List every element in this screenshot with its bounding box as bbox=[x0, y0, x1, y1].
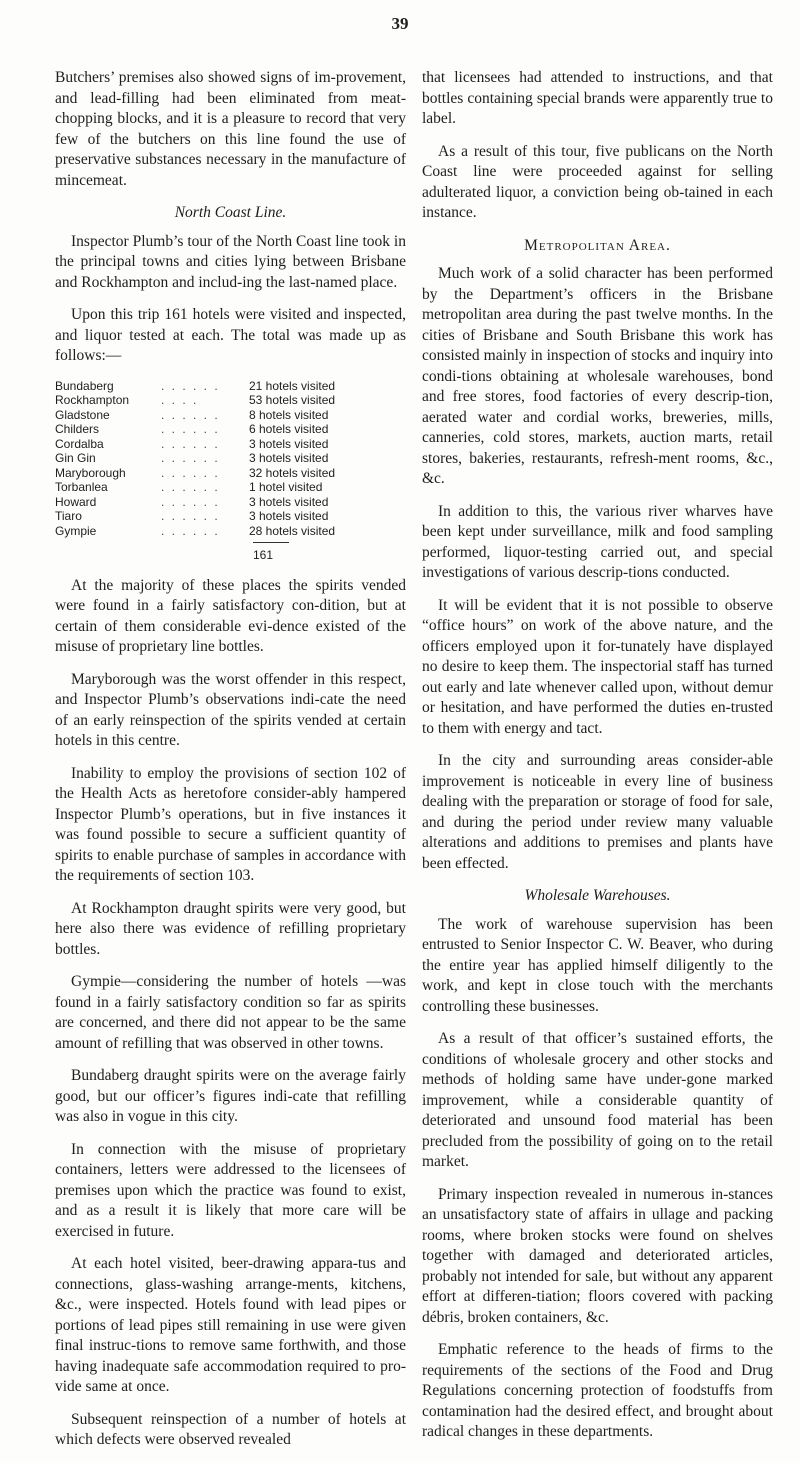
section-heading-north-coast: North Coast Line. bbox=[174, 204, 287, 221]
visits-dots: . . . . . . bbox=[161, 523, 220, 538]
visits-count: 1 hotel visited bbox=[249, 480, 323, 494]
hotel-visits-table bbox=[55, 379, 406, 539]
visits-dots: . . . . . . bbox=[161, 465, 220, 480]
paragraph: Much work of a solid character has been performed by the Department’s officers in the Brisbane metropolitan area during the past twelve months. In the cities of Brisbane and South Brisbane this work has consisted mainly in inspection of stocks and inquiry into condi-tions obtaining at wholesale warehouses, bond and free stores, food factories of every descrip-tion, aerated water and cordial works, breweries, mills, canneries, cold stores, markets, auction marts, retail stores, bakeries, restaurants, refresh-ment rooms, &c., &c. bbox=[422, 265, 773, 487]
section-heading-wholesale: Wholesale Warehouses. bbox=[524, 887, 671, 904]
visits-row bbox=[55, 524, 406, 539]
visits-town: Bundaberg bbox=[55, 378, 114, 393]
visits-row bbox=[55, 509, 406, 524]
visits-total: 161 bbox=[253, 542, 289, 566]
page-number: 39 bbox=[391, 14, 409, 33]
visits-town: Gladstone bbox=[55, 407, 110, 422]
paragraph: At each hotel visited, beer-drawing appara-tus and connections, glass-washing arrange-ments, kitchens, &c., were inspected. Hotels found with lead pipes or portions of lead pipes still remaining in use were given final instruc-tions to remove same forthwith, and those having inadequate safe accommodation required to pro-vide same at once. bbox=[55, 1255, 406, 1395]
paragraph: At the majority of these places the spirits vended were found in a fairly satisfactory con-dition, but at certain of them considerable evi-dence existed of the misuse of proprietary line bottles. bbox=[55, 576, 406, 655]
visits-dots: . . . . bbox=[161, 393, 199, 407]
paragraph: Upon this trip 161 hotels were visited and inspected, and liquor tested at each. The total was made up as follows:— bbox=[55, 306, 406, 364]
left-column bbox=[55, 68, 406, 1463]
paragraph: It will be evident that it is not possible to observe “office hours” on work of the above nature, and the officers employed upon it for-tunately have displayed no desire to keep them. The inspectorial staff has turned out early and late whenever called upon, without demur or hesitation, and have performed the duties en-trusted to them with energy and tact. bbox=[422, 596, 773, 737]
visits-row bbox=[55, 393, 406, 408]
visits-count: 3 hotels visited bbox=[249, 436, 329, 451]
visits-count: 21 hotels visited bbox=[249, 378, 336, 393]
visits-dots: . . . . . . bbox=[161, 436, 220, 451]
paragraph: Inability to employ the provisions of section 102 of the Health Acts as heretofore consider-ably hampered Inspector Plumb’s operations, but in five instances it was found possible to secure a sufficient quantity of spirits to enable purchase of samples in accordance with the requirements of section 103. bbox=[55, 764, 406, 884]
visits-count: 6 hotels visited bbox=[249, 422, 329, 436]
paragraph: Butchers’ premises also showed signs of im-provement, and lead-filling had been eliminated from meat-chopping blocks, and it is a pleasure to record that very few of the butchers on this line found the use of preservative substances necessary in the manufacture of mincemeat. bbox=[55, 69, 406, 189]
paragraph: Emphatic reference to the heads of firms to the requirements of the sections of the Food and Drug Regulations concerning protection of foodstuffs from contamination had the desired effect, and brought about radical changes in these departments. bbox=[422, 1341, 773, 1440]
visits-row bbox=[55, 480, 406, 495]
visits-dots: . . . . . . bbox=[161, 378, 220, 393]
paragraph: The work of warehouse supervision has been entrusted to Senior Inspector C. W. Beaver, who during the entire year has applied himself diligently to the work, and kept in close touch with the merchants controlling these businesses. bbox=[422, 915, 773, 1015]
visits-count: 28 hotels visited bbox=[249, 523, 336, 538]
visits-row bbox=[55, 379, 406, 394]
visits-town: Tiaro bbox=[55, 509, 82, 523]
visits-count: 3 hotels visited bbox=[249, 494, 329, 509]
paragraph: In addition to this, the various river wharves have been kept under surveillance, milk and food sampling performed, liquor-testing carried out, and special investigations of various descrip-tions conducted. bbox=[422, 502, 773, 581]
visits-row bbox=[55, 408, 406, 423]
visits-town: Rockhampton bbox=[55, 393, 130, 407]
visits-dots: . . . . . . bbox=[161, 494, 220, 509]
paragraph: Inspector Plumb’s tour of the North Coast line took in the principal towns and cities lying between Brisbane and Rockhampton and includ-ing the last-named place. bbox=[55, 232, 406, 291]
paragraph: Gympie—considering the number of hotels —was found in a fairly satisfactory condition so far as spirits are concerned, and there did not appear to be the same amount of refilling that was observed in other towns. bbox=[55, 973, 406, 1052]
right-column bbox=[422, 68, 773, 1455]
paragraph: that licensees had attended to instructions, and that bottles containing special brands were apparently true to label. bbox=[422, 69, 773, 127]
visits-row bbox=[55, 437, 406, 452]
paragraph: Maryborough was the worst offender in this respect, and Inspector Plumb’s observations indi-cate the need of an early reinspection of the spirits vended at certain hotels in this centre. bbox=[55, 670, 406, 749]
paragraph: As a result of this tour, five publicans on the North Coast line were proceeded against for selling adulterated liquor, a conviction being ob-tained in each instance. bbox=[422, 142, 773, 221]
paragraph: Bundaberg draught spirits were on the average fairly good, but our officer’s figures indi-cate that refilling was also in vogue in this city. bbox=[55, 1067, 406, 1125]
visits-town: Torbanlea bbox=[55, 480, 108, 494]
visits-town: Gympie bbox=[55, 523, 97, 538]
visits-count: 53 hotels visited bbox=[249, 393, 336, 407]
visits-dots: . . . . . . bbox=[161, 509, 220, 523]
visits-row bbox=[55, 422, 406, 437]
visits-dots: . . . . . . bbox=[161, 422, 220, 436]
paragraph: In the city and surrounding areas consider-able improvement is noticeable in every line of business dealing with the preparation or storage of food for sale, and during the period under review many valuable alterations and additions to premises and plants have been effected. bbox=[422, 752, 773, 872]
paragraph: Primary inspection revealed in numerous in-stances an unsatisfactory state of affairs in ullage and packing rooms, where broken stocks were found on shelves together with damaged and deteriorated articles, probably not intended for sale, but without any apparent effort at differen-tiation; floors covered with packing débris, broken containers, &c. bbox=[422, 1185, 773, 1326]
visits-count: 32 hotels visited bbox=[249, 465, 336, 480]
visits-count: 8 hotels visited bbox=[249, 407, 329, 422]
visits-count: 3 hotels visited bbox=[249, 451, 329, 465]
visits-row bbox=[55, 451, 406, 466]
paragraph: In connection with the misuse of proprietary containers, letters were addressed to the licensees of premises upon which the practice was found to exist, and as a result it is likely that more care will be exercised in future. bbox=[55, 1140, 406, 1240]
visits-row bbox=[55, 466, 406, 481]
visits-town: Childers bbox=[55, 422, 100, 436]
visits-town: Maryborough bbox=[55, 465, 126, 480]
visits-dots: . . . . . . bbox=[161, 451, 220, 465]
visits-row bbox=[55, 495, 406, 510]
visits-dots: . . . . . . bbox=[161, 480, 220, 494]
visits-town: Gin Gin bbox=[55, 451, 96, 465]
visits-dots: . . . . . . bbox=[161, 407, 220, 422]
visits-count: 3 hotels visited bbox=[249, 509, 329, 523]
paragraph: As a result of that officer’s sustained efforts, the conditions of wholesale grocery and other stocks and methods of holding same have under-gone marked improvement, while a considerable quantity of deteriorated and unsound food material has been precluded from the possibility of going on to the retail market. bbox=[422, 1030, 773, 1170]
paragraph: Subsequent reinspection of a number of hotels at which defects were observed revealed bbox=[55, 1410, 406, 1448]
visits-town: Cordalba bbox=[55, 436, 104, 451]
section-heading-metropolitan: Metropolitan Area. bbox=[524, 236, 671, 254]
visits-town: Howard bbox=[55, 494, 97, 509]
paragraph: At Rockhampton draught spirits were very good, but here also there was evidence of refilling proprietary bottles. bbox=[55, 899, 406, 958]
